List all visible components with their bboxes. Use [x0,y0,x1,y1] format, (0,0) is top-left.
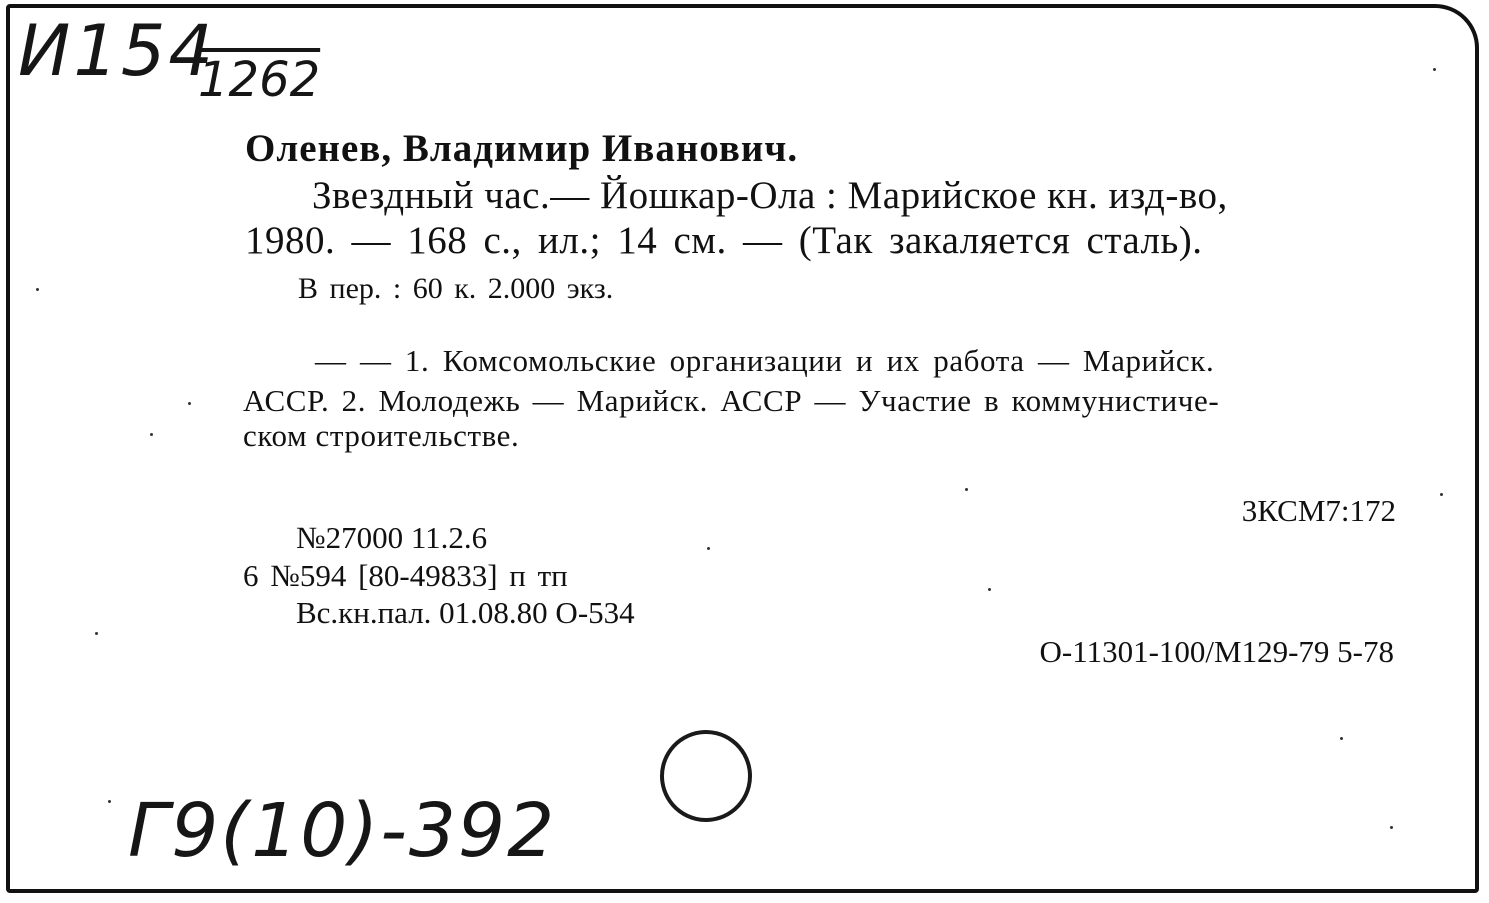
subject-line: — — 1. Комсомольские организации и их работа — Марийск. [315,343,1215,378]
title-statement: Звездный час.— Йошкар-Ола : Марийское кн. изд-во, [312,174,1228,217]
book-chamber-note: Вс.кн.пал. 01.08.80 О-534 [296,595,635,630]
handwritten-inventory-number: 1262 [198,52,321,108]
scan-speck [108,800,111,803]
scan-speck [1440,493,1443,496]
scan-speck [1340,737,1343,740]
order-number: №27000 11.2.6 [296,520,488,555]
author-heading: Оленев, Владимир Иванович. [245,127,799,170]
handwritten-shelf-code: Г9(10)-392 [128,788,557,874]
publisher-code: О-11301-100/М129-79 5-78 [1039,634,1394,669]
price-and-print-run: В пер. : 60 к. 2.000 экз. [298,272,614,305]
scan-speck [95,632,98,635]
handwritten-call-number: И154 [18,10,216,92]
scan-speck [36,288,39,291]
subject-line: АССР. 2. Молодежь — Марийск. АССР — Участие в коммунистиче- [243,383,1220,418]
scan-speck [965,488,968,491]
scan-speck [707,547,710,550]
scan-speck [188,402,191,405]
print-number: 6 №594 [80-49833] п тп [243,558,568,593]
publication-statement: 1980. — 168 с., ил.; 14 см. — (Так закаляется сталь). [245,219,1203,262]
scan-speck [1433,68,1436,71]
scan-speck [1390,826,1393,829]
classification-code: 3КСМ7:172 [1241,493,1396,528]
scan-speck [150,433,153,436]
subject-line: ском строительстве. [243,418,520,453]
scan-speck [988,588,991,591]
